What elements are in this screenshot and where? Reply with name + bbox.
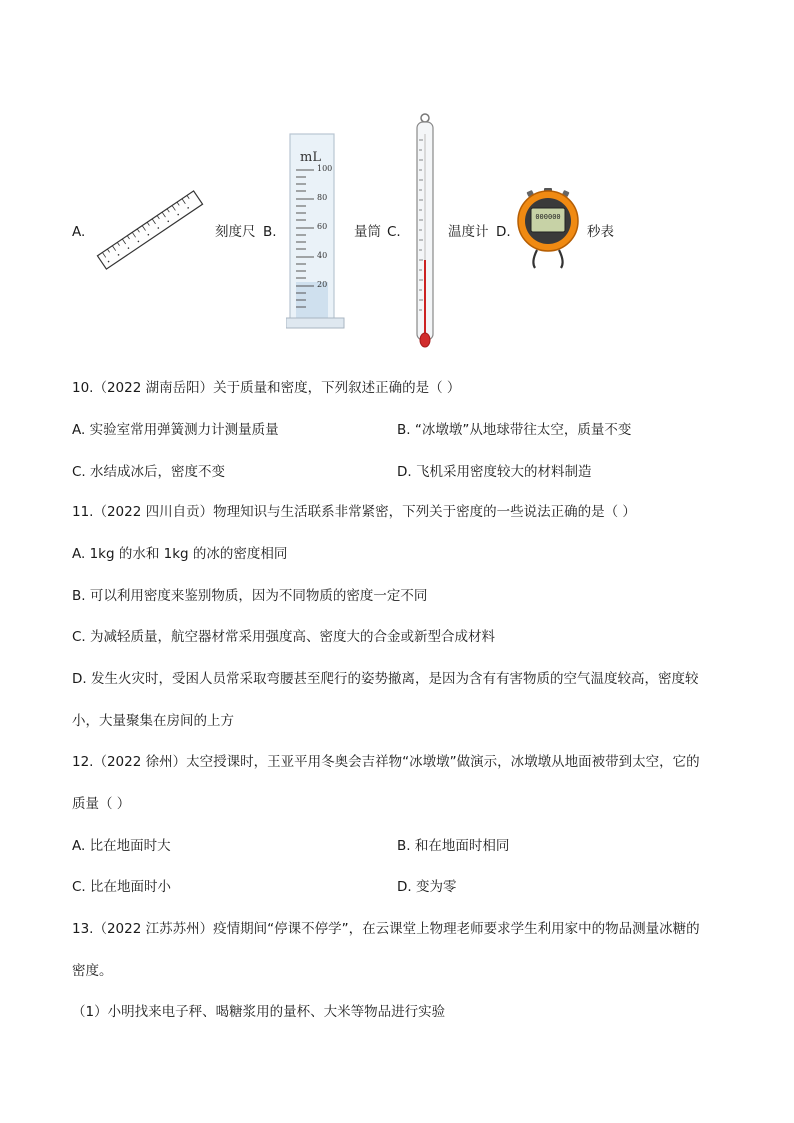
q10-option-b: B. “冰墩墩”从地球带往太空，质量不变 bbox=[397, 422, 632, 438]
option-b-name: 量筒 bbox=[354, 224, 381, 240]
stopwatch-icon bbox=[515, 188, 581, 270]
q11-option-d-line1: D. 发生火灾时，受困人员常采取弯腰甚至爬行的姿势撤离，是因为含有有害物质的空气温度较高，密度较 bbox=[72, 671, 699, 687]
stopwatch-display: 000000 bbox=[535, 213, 561, 221]
q12-stem-line2: 质量（ ） bbox=[72, 796, 131, 812]
cylinder-tick-40: 40 bbox=[317, 251, 328, 260]
cylinder-tick-100: 100 bbox=[317, 164, 333, 173]
q10-option-a: A. 实验室常用弹簧测力计测量质量 bbox=[72, 422, 279, 438]
q12-option-b: B. 和在地面时相同 bbox=[397, 838, 510, 854]
q13-part1: （1）小明找来电子秤、喝糖浆用的量杯、大米等物品进行实验 bbox=[72, 1004, 446, 1020]
cylinder-tick-80: 80 bbox=[317, 193, 328, 202]
q11-stem: 11.（2022 四川自贡）物理知识与生活联系非常紧密，下列关于密度的一些说法正确的是（ ） bbox=[72, 504, 636, 520]
option-c-letter: C. bbox=[387, 224, 401, 240]
option-d-name: 秒表 bbox=[587, 224, 614, 240]
q13-stem-line2: 密度。 bbox=[72, 963, 113, 979]
q10-option-d: D. 飞机采用密度较大的材料制造 bbox=[397, 464, 592, 480]
option-d-letter: D. bbox=[496, 224, 511, 240]
q11-option-c: C. 为减轻质量，航空器材常采用强度高、密度大的合金或新型合成材料 bbox=[72, 629, 496, 645]
cylinder-tick-20: 20 bbox=[317, 280, 328, 289]
cylinder-unit: mL bbox=[300, 150, 321, 165]
ruler-icon bbox=[92, 180, 208, 280]
q12-option-c: C. 比在地面时小 bbox=[72, 879, 172, 895]
q11-option-a: A. 1kg 的水和 1kg 的冰的密度相同 bbox=[72, 546, 288, 562]
graduated-cylinder-icon bbox=[286, 132, 346, 330]
q12-option-d: D. 变为零 bbox=[397, 879, 457, 895]
option-b-letter: B. bbox=[263, 224, 277, 240]
q10-stem: 10.（2022 湖南岳阳）关于质量和密度，下列叙述正确的是（ ） bbox=[72, 380, 461, 396]
thermometer-icon bbox=[414, 110, 436, 350]
q10-option-c: C. 水结成冰后，密度不变 bbox=[72, 464, 226, 480]
q12-stem-line1: 12.（2022 徐州）太空授课时，王亚平用冬奥会吉祥物“冰墩墩”做演示，冰墩墩从地面被带到太空，它的 bbox=[72, 754, 700, 770]
option-a-name: 刻度尺 bbox=[215, 224, 256, 240]
q11-option-d-line2: 小，大量聚集在房间的上方 bbox=[72, 713, 234, 729]
cylinder-tick-60: 60 bbox=[317, 222, 328, 231]
q11-option-b: B. 可以利用密度来鉴别物质，因为不同物质的密度一定不同 bbox=[72, 588, 428, 604]
option-a-letter: A. bbox=[72, 224, 86, 240]
option-c-name: 温度计 bbox=[448, 224, 489, 240]
q12-option-a: A. 比在地面时大 bbox=[72, 838, 171, 854]
q13-stem-line1: 13.（2022 江苏苏州）疫情期间“停课不停学”，在云课堂上物理老师要求学生利用家中的物品测量冰糖的 bbox=[72, 921, 700, 937]
